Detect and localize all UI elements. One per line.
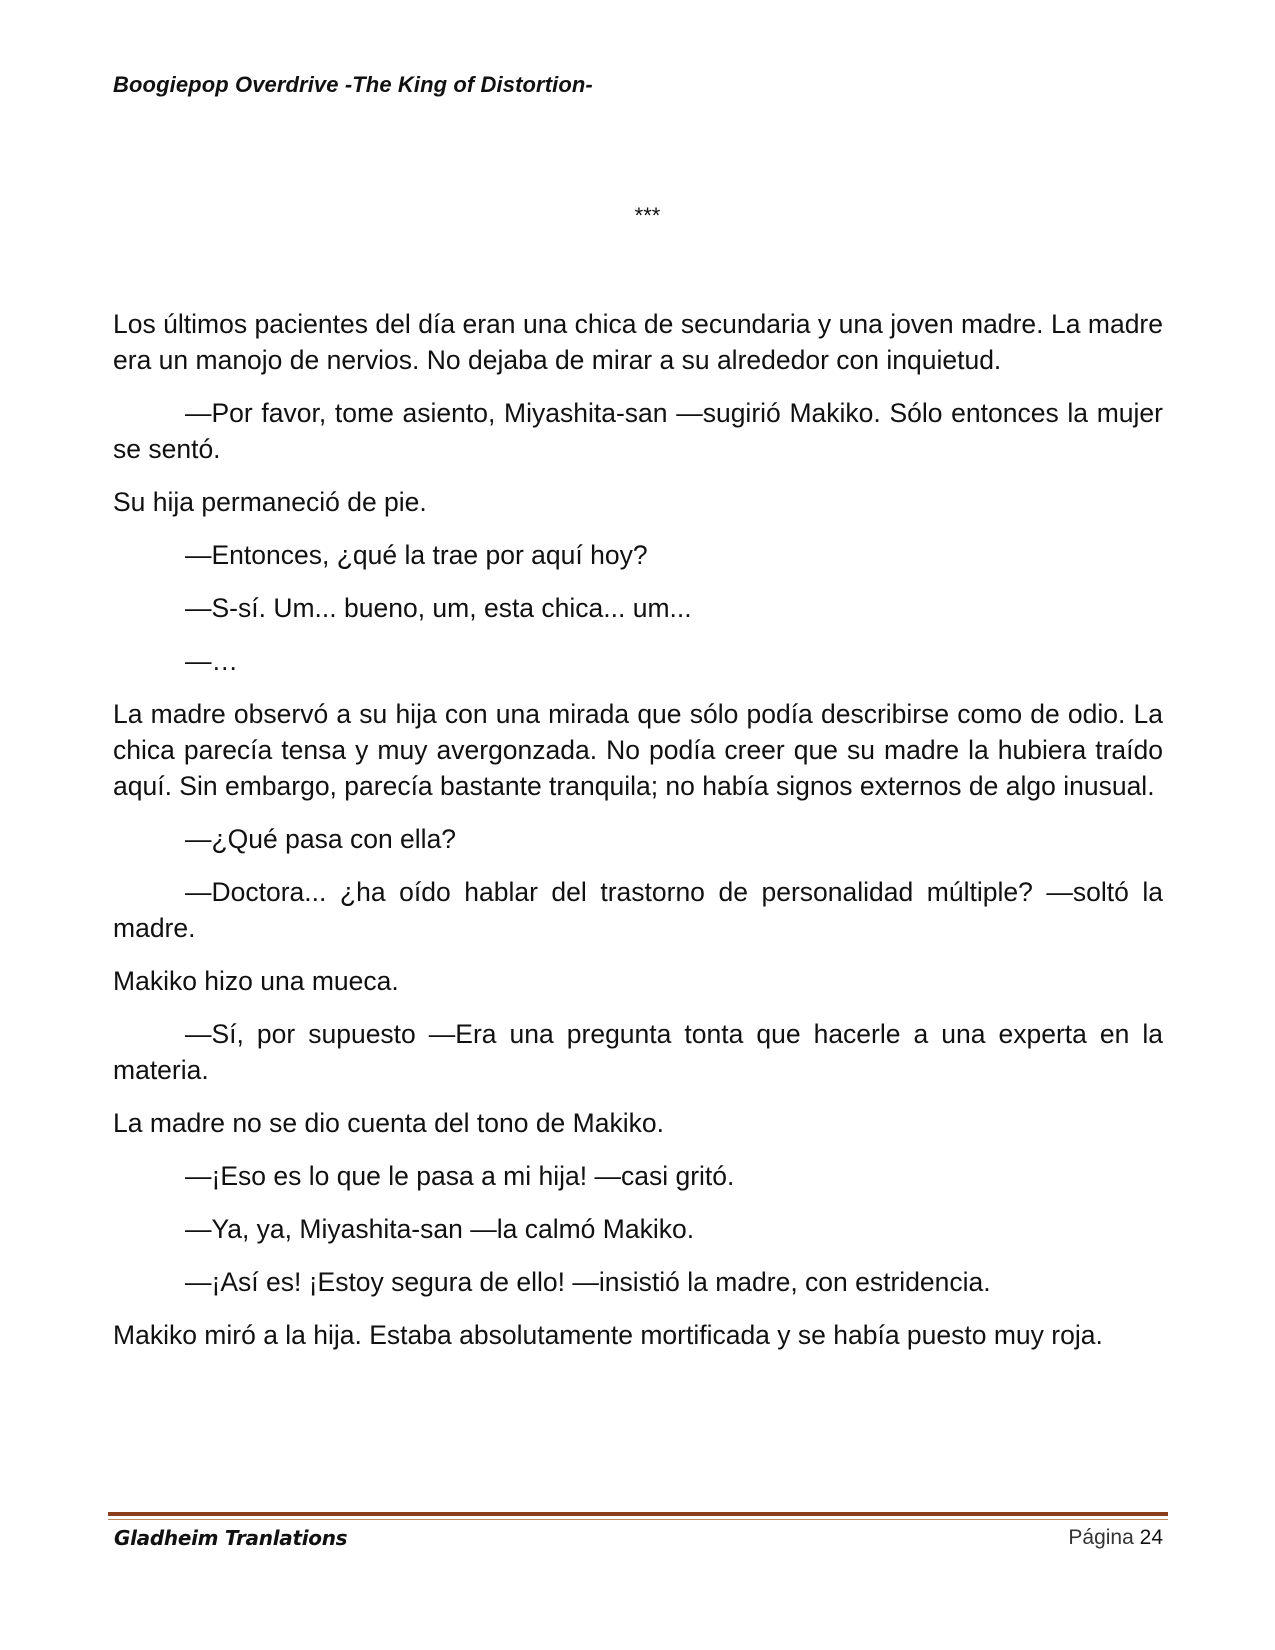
body-text [113,306,1163,1370]
paragraph: —¡Eso es lo que le pasa a mi hija! —casi gritó. [185,1161,735,1191]
paragraph: La madre no se dio cuenta del tono de Makiko. [113,1108,664,1138]
paragraph: —Sí, por supuesto —Era una pregunta tonta que hacerle a una experta en la materia. [113,1019,1163,1085]
paragraph: La madre observó a su hija con una mirada que sólo podía describirse como de odio. La chica parecía tensa y muy avergonzada. No podía creer que su madre la hubiera traído aquí. Sin embargo, parecía bastante tranquila; no había signos externos de algo inusual. [113,699,1163,801]
scene-separator: *** [634,203,661,228]
paragraph: Makiko hizo una mueca. [113,966,399,996]
paragraph: —Entonces, ¿qué la trae por aquí hoy? [185,540,648,570]
footer-rule-thin [108,1519,1168,1520]
paragraph: Makiko miró a la hija. Estaba absolutamente mortificada y se había puesto muy roja. [113,1320,1103,1350]
paragraph: —… [185,646,238,676]
paragraph: Su hija permaneció de pie. [113,487,427,517]
paragraph: Los últimos pacientes del día eran una chica de secundaria y una joven madre. La madre era un manojo de nervios. No dejaba de mirar a su alrededor con inquietud. [113,309,1163,375]
footer-publisher: Gladheim Tranlations [114,1526,348,1550]
paragraph: —Por favor, tome asiento, Miyashita-san —sugirió Makiko. Sólo entonces la mujer se sentó. [113,398,1163,464]
page-number: 24 [1139,1526,1163,1549]
footer-page-number [1068,1526,1163,1550]
page-header-title: Boogiepop Overdrive -The King of Distortion- [113,72,593,97]
paragraph: —¿Qué pasa con ella? [185,824,457,854]
page-label: Página [1068,1526,1134,1549]
paragraph: —S-sí. Um... bueno, um, esta chica... um... [185,593,692,623]
paragraph: —¡Así es! ¡Estoy segura de ello! —insistió la madre, con estridencia. [185,1267,991,1297]
footer-rule [108,1512,1168,1516]
paragraph: —Doctora... ¿ha oído hablar del trastorno de personalidad múltiple? —soltó la madre. [113,877,1163,943]
paragraph: —Ya, ya, Miyashita-san —la calmó Makiko. [185,1214,695,1244]
